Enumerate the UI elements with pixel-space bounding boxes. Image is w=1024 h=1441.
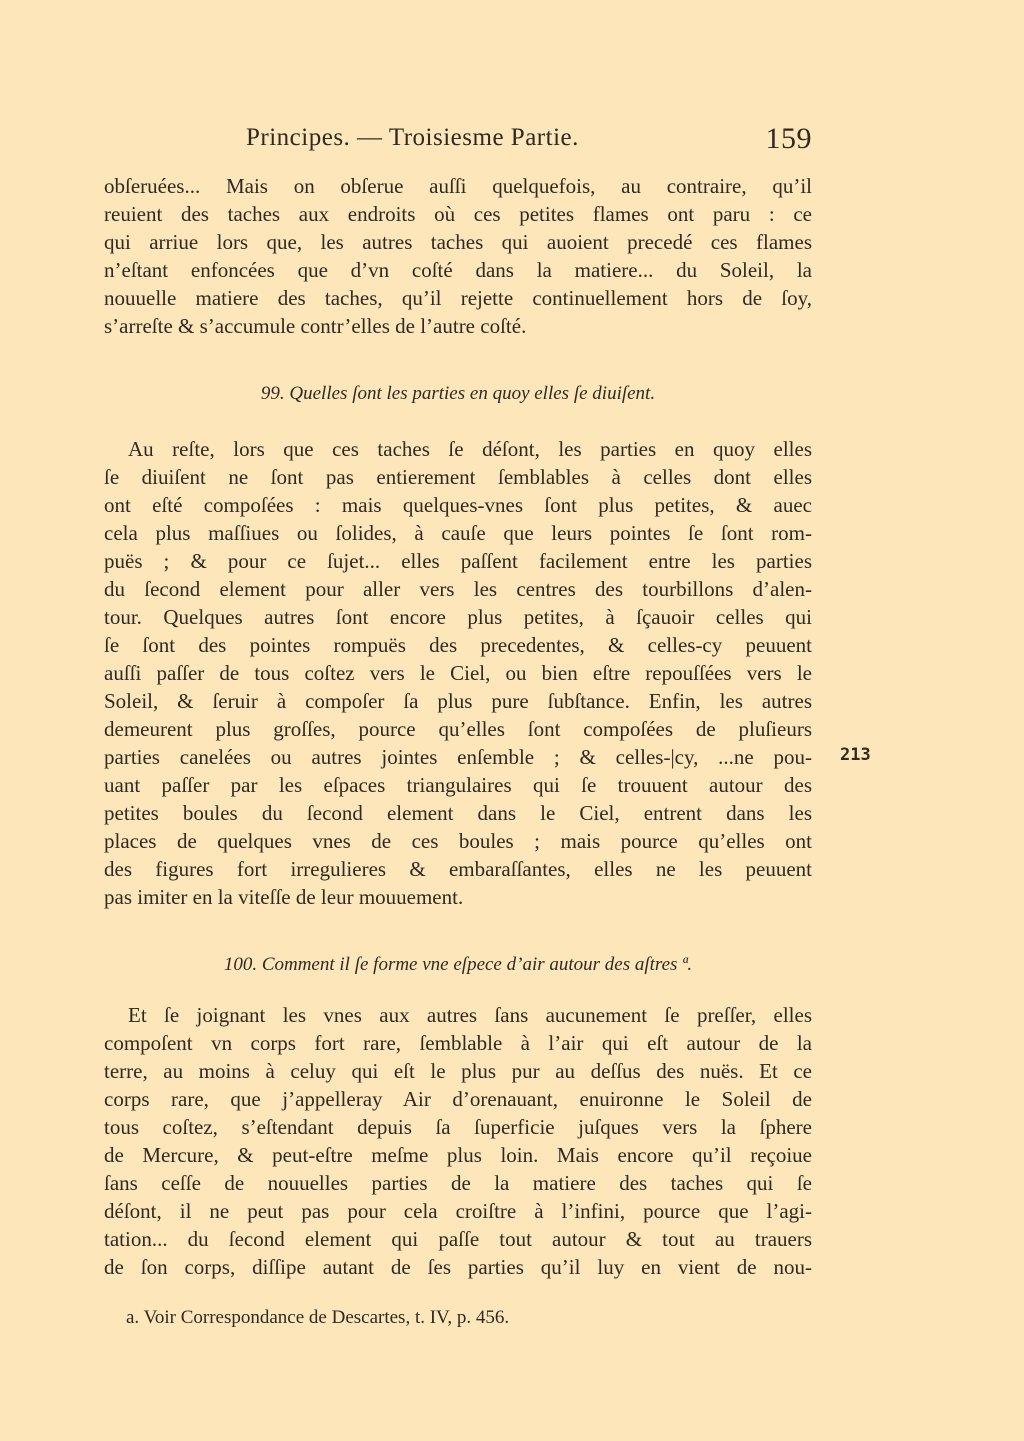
text-line: ſans ceſſe de nouuelles parties de la matiere des taches qui ſe: [104, 1171, 812, 1195]
text-line: petites boules du ſecond element dans le Ciel, entrent dans les: [104, 801, 812, 825]
text-line: uant paſſer par les eſpaces triangulaires qui ſe trouuent autour des: [104, 773, 812, 797]
footnote: a. Voir Correspondance de Descartes, t. IV, p. 456.: [126, 1307, 510, 1328]
text-line: ſe diuiſent ne ſont pas entierement ſemblables à celles dont elles: [104, 465, 812, 489]
text-line: Soleil, & ſeruir à compoſer ſa plus pure ſubſtance. Enfin, les autres: [104, 689, 812, 713]
text-line: puës ; & pour ce ſujet... elles paſſent facilement entre les parties: [104, 549, 812, 573]
text-line: demeurent plus groſſes, pource qu’elles ſont compoſées de pluſieurs: [104, 717, 812, 741]
text-line: qui arriue lors que, les autres taches qui auoient precedé ces flames: [104, 230, 812, 254]
text-line: Au reſte, lors que ces taches ſe déſont, les parties en quoy elles: [128, 437, 812, 461]
text-line: tous coſtez, s’eſtendant depuis ſa ſuperficie juſques vers la ſphere: [104, 1115, 812, 1139]
running-header: [246, 118, 812, 158]
page-number: 159: [765, 122, 812, 155]
text-line: terre, au moins à celuy qui eſt le plus pur au deſſus des nuës. Et ce: [104, 1059, 812, 1083]
margin-page-reference: 213: [840, 745, 871, 765]
text-line: de ſon corps, diſſipe autant de ſes parties qu’il luy en vient de nou-: [104, 1255, 812, 1279]
text-line: n’eſtant enfoncées que d’vn coſté dans la matiere... du Soleil, la: [104, 258, 812, 282]
text-line: ſe ſont des pointes rompuës des precedentes, & celles-cy peuuent: [104, 633, 812, 657]
text-line: tation... du ſecond element qui paſſe tout autour & tout au trauers: [104, 1227, 812, 1251]
text-line: de Mercure, & peut-eſtre meſme plus loin. Mais encore qu’il reçoiue: [104, 1143, 812, 1167]
text-line: s’arreſte & s’accumule contr’elles de l’autre coſté.: [104, 314, 527, 338]
text-line: des figures fort irregulieres & embaraſſantes, elles ne les peuuent: [104, 857, 812, 881]
text-line: obſeruées... Mais on obſerue auſſi quelquefois, au contraire, qu’il: [104, 174, 812, 198]
text-line: parties canelées ou autres jointes enſemble ; & celles-|cy, ...ne pou-: [104, 745, 812, 769]
text-line: du ſecond element pour aller vers les centres des tourbillons d’alen-: [104, 577, 812, 601]
section-heading-100: 100. Comment il ſe forme vne eſpece d’air autour des aſtres ª.: [223, 954, 693, 975]
text-line: reuient des taches aux endroits où ces petites flames ont paru : ce: [104, 202, 812, 226]
text-line: déſont, il ne peut pas pour cela croiſtre à l’infini, pource que l’agi-: [104, 1199, 812, 1223]
text-line: ont eſté compoſées : mais quelques-vnes ſont plus petites, & auec: [104, 493, 812, 517]
text-line: cela plus maſſiues ou ſolides, à cauſe que leurs pointes ſe ſont rom-: [104, 521, 812, 545]
text-line: places de quelques vnes de ces boules ; mais pource qu’elles ont: [104, 829, 812, 853]
text-line: tour. Quelques autres ſont encore plus petites, à ſçauoir celles qui: [104, 605, 812, 629]
text-line: compoſent vn corps fort rare, ſemblable à l’air qui eſt autour de la: [104, 1031, 812, 1055]
text-line: auſſi paſſer de tous coſtez vers le Ciel, ou bien eſtre repouſſées vers le: [104, 661, 812, 685]
text-line: corps rare, que j’appelleray Air d’orenauant, enuironne le Soleil de: [104, 1087, 812, 1111]
text-line: pas imiter en la viteſſe de leur mouuement.: [104, 885, 464, 909]
header-title: Principes. — Troisiesme Partie.: [246, 124, 579, 151]
text-line: nouuelle matiere des taches, qu’il rejette continuellement hors de ſoy,: [104, 286, 812, 310]
section-heading-99: 99. Quelles ſont les parties en quoy elles ſe diuiſent.: [260, 383, 656, 404]
text-line: Et ſe joignant les vnes aux autres ſans aucunement ſe preſſer, elles: [128, 1003, 812, 1027]
